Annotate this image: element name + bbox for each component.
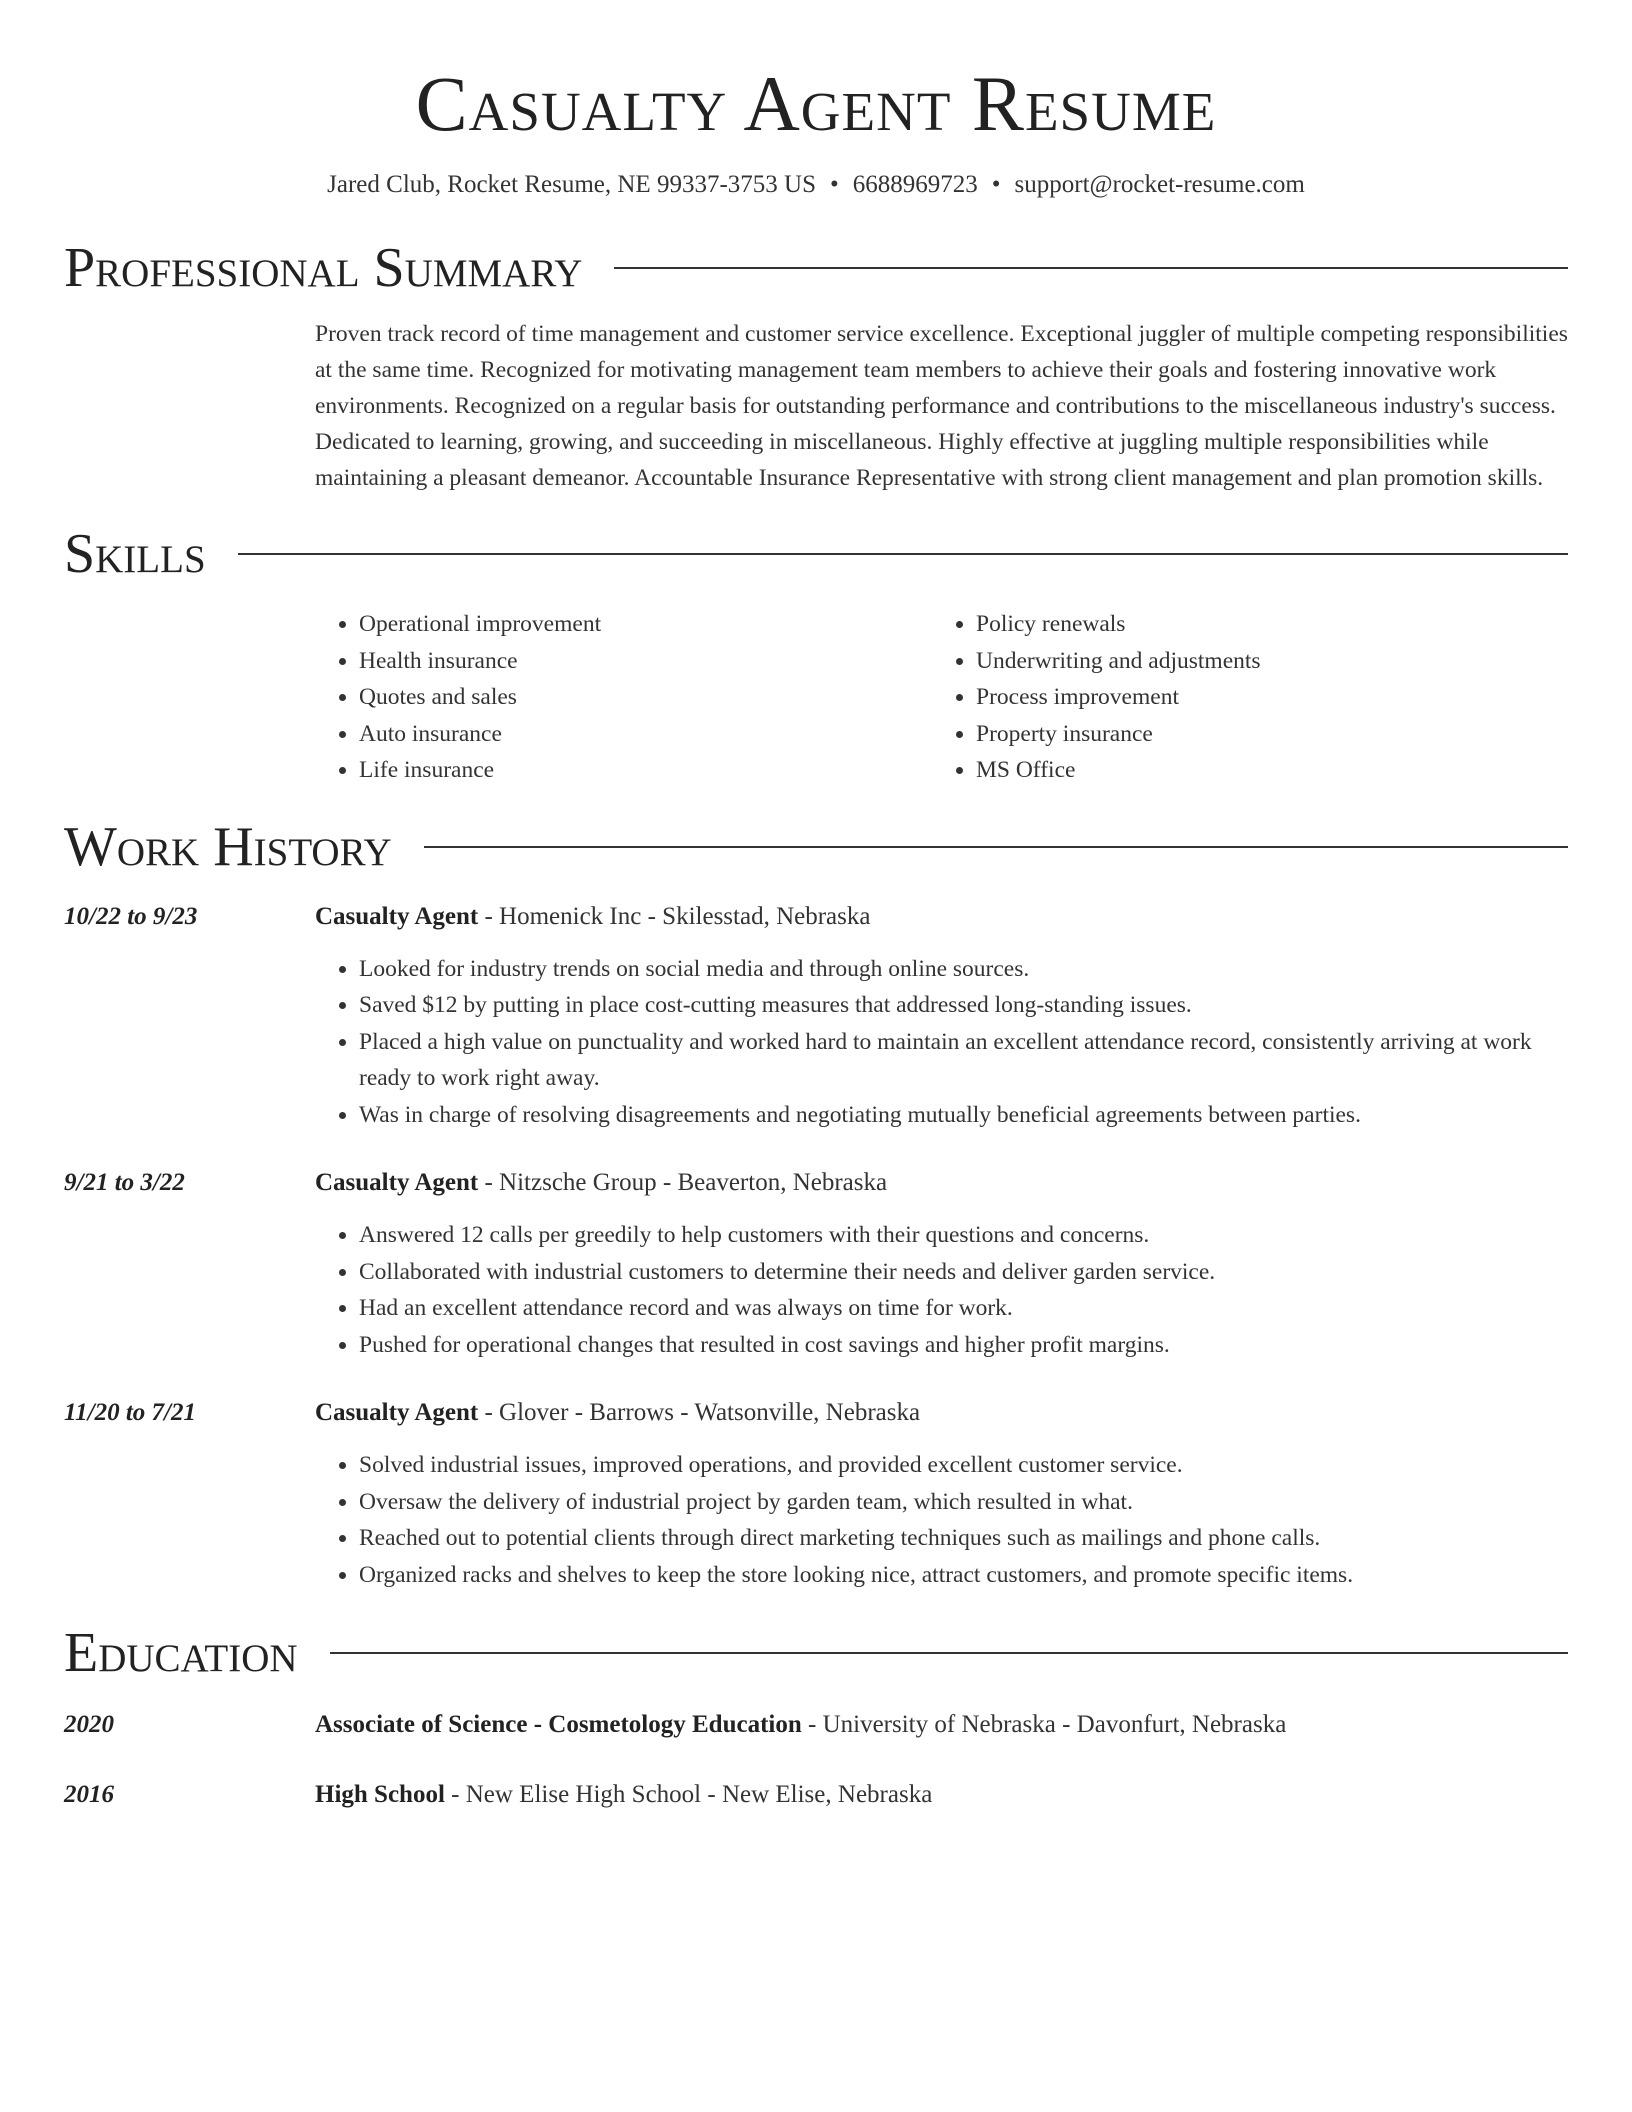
summary-text: Proven track record of time management and customer service excellence. Exceptional juggler of multiple competing responsibilities at the same time. Recognized for motivating management team members to achieve their goals and fostering innovative work environments. Recognized on a regular basis for outstanding performance and contributions to the miscellaneous industry's success. Dedicated to learning, growing, and succeeding in miscellaneous. Highly effective at juggling multiple responsibilities while maintaining a pleasant demeanor. Accountable Insurance Representative with strong client management and plan promotion skills. bbox=[315, 321, 1568, 491]
education-heading-line bbox=[315, 1707, 1286, 1743]
job-bullets bbox=[315, 1447, 1568, 1593]
job-employer: - Glover - Barrows - Watsonville, Nebraska bbox=[478, 1399, 921, 1426]
education-heading: Education bbox=[64, 1622, 298, 1684]
job-title: Casualty Agent bbox=[315, 1399, 479, 1426]
skill-item: • Process improvement bbox=[976, 679, 1549, 716]
section-divider bbox=[330, 1652, 1568, 1654]
contact-email: support@rocket-resume.com bbox=[1014, 171, 1305, 198]
job-heading bbox=[315, 1165, 1568, 1201]
job-bullets bbox=[315, 1217, 1568, 1363]
job-entry bbox=[64, 1165, 1568, 1363]
skill-item: • Quotes and sales bbox=[359, 679, 932, 716]
job-bullet: • Answered 12 calls per greedily to help customers with their questions and concerns. bbox=[359, 1217, 1568, 1254]
contact-address: Jared Club, Rocket Resume, NE 99337-3753 US bbox=[327, 171, 816, 198]
job-heading bbox=[315, 899, 1568, 935]
education-degree: Associate of Science - Cosmetology Education bbox=[315, 1711, 802, 1738]
summary-section-header bbox=[64, 236, 1568, 300]
skills-column-left bbox=[315, 606, 932, 789]
contact-separator: • bbox=[991, 171, 1001, 198]
job-heading bbox=[315, 1395, 1568, 1431]
job-bullet: • Reached out to potential clients through direct marketing techniques such as mailings and phone calls. bbox=[359, 1520, 1568, 1557]
skill-item: • Underwriting and adjustments bbox=[976, 643, 1549, 680]
skill-item: • Life insurance bbox=[359, 752, 932, 789]
job-body bbox=[315, 1165, 1568, 1363]
job-bullet: • Collaborated with industrial customers to determine their needs and deliver garden service. bbox=[359, 1254, 1568, 1291]
education-school: - University of Nebraska - Davonfurt, Nebraska bbox=[801, 1711, 1287, 1738]
job-entry bbox=[64, 899, 1568, 1134]
education-section-header bbox=[64, 1621, 1568, 1685]
job-bullet: • Looked for industry trends on social media and through online sources. bbox=[359, 951, 1568, 988]
section-divider bbox=[238, 553, 1568, 555]
contact-separator: • bbox=[830, 171, 839, 198]
skill-item: • Property insurance bbox=[976, 716, 1549, 753]
job-bullet: • Had an excellent attendance record and was always on time for work. bbox=[359, 1290, 1568, 1327]
skill-item: • Policy renewals bbox=[976, 606, 1549, 643]
skill-item: • MS Office bbox=[976, 752, 1549, 789]
job-body bbox=[315, 1395, 1568, 1593]
job-dates: 10/22 to 9/23 bbox=[64, 902, 198, 930]
resume-title: Casualty Agent Resume bbox=[415, 60, 1217, 147]
section-divider bbox=[614, 267, 1568, 269]
job-bullet: • Oversaw the delivery of industrial project by garden team, which resulted in what. bbox=[359, 1484, 1568, 1521]
job-bullet: • Organized racks and shelves to keep the store looking nice, attract customers, and promote specific items. bbox=[359, 1557, 1568, 1594]
job-dates: 11/20 to 7/21 bbox=[64, 1399, 196, 1426]
job-bullets bbox=[315, 951, 1568, 1134]
skills-section-header bbox=[64, 522, 1568, 586]
education-entry bbox=[64, 1777, 1568, 1813]
job-title: Casualty Agent bbox=[315, 902, 479, 930]
skill-item: • Operational improvement bbox=[359, 606, 932, 643]
job-employer: - Homenick Inc - Skilesstad, Nebraska bbox=[478, 902, 871, 930]
skills-list bbox=[315, 606, 1568, 789]
education-year: 2020 bbox=[64, 1711, 114, 1738]
skills-column-right bbox=[932, 606, 1549, 789]
skill-item: • Auto insurance bbox=[359, 716, 932, 753]
job-title: Casualty Agent bbox=[315, 1169, 479, 1196]
education-entry bbox=[64, 1707, 1568, 1743]
job-dates: 9/21 to 3/22 bbox=[64, 1169, 185, 1196]
education-school: - New Elise High School - New Elise, Nebraska bbox=[444, 1781, 933, 1808]
job-employer: - Nitzsche Group - Beaverton, Nebraska bbox=[478, 1169, 888, 1196]
skills-heading: Skills bbox=[64, 523, 206, 585]
resume-page bbox=[64, 0, 1568, 1813]
job-bullet: • Solved industrial issues, improved operations, and provided excellent customer service. bbox=[359, 1447, 1568, 1484]
work-heading: Work History bbox=[64, 815, 392, 878]
contact-line bbox=[64, 168, 1568, 202]
section-divider bbox=[424, 846, 1568, 848]
education-year: 2016 bbox=[64, 1781, 114, 1808]
skill-item: • Health insurance bbox=[359, 643, 932, 680]
job-bullet: • Pushed for operational changes that resulted in cost savings and higher profit margins. bbox=[359, 1327, 1568, 1364]
work-section-header bbox=[64, 815, 1568, 879]
summary-heading: Professional Summary bbox=[64, 237, 583, 299]
job-entry bbox=[64, 1395, 1568, 1593]
education-degree: High School bbox=[315, 1781, 445, 1808]
education-heading-line bbox=[315, 1777, 932, 1813]
contact-phone: 6688969723 bbox=[852, 171, 978, 198]
job-bullet: • Saved $12 by putting in place cost-cutting measures that addressed long-standing issues. bbox=[359, 987, 1568, 1024]
job-bullet: • Placed a high value on punctuality and worked hard to maintain an excellent attendance record, consistently arriving at work ready to work right away. bbox=[359, 1024, 1568, 1097]
job-body bbox=[315, 899, 1568, 1134]
job-bullet: • Was in charge of resolving disagreements and negotiating mutually beneficial agreements between parties. bbox=[359, 1097, 1568, 1134]
